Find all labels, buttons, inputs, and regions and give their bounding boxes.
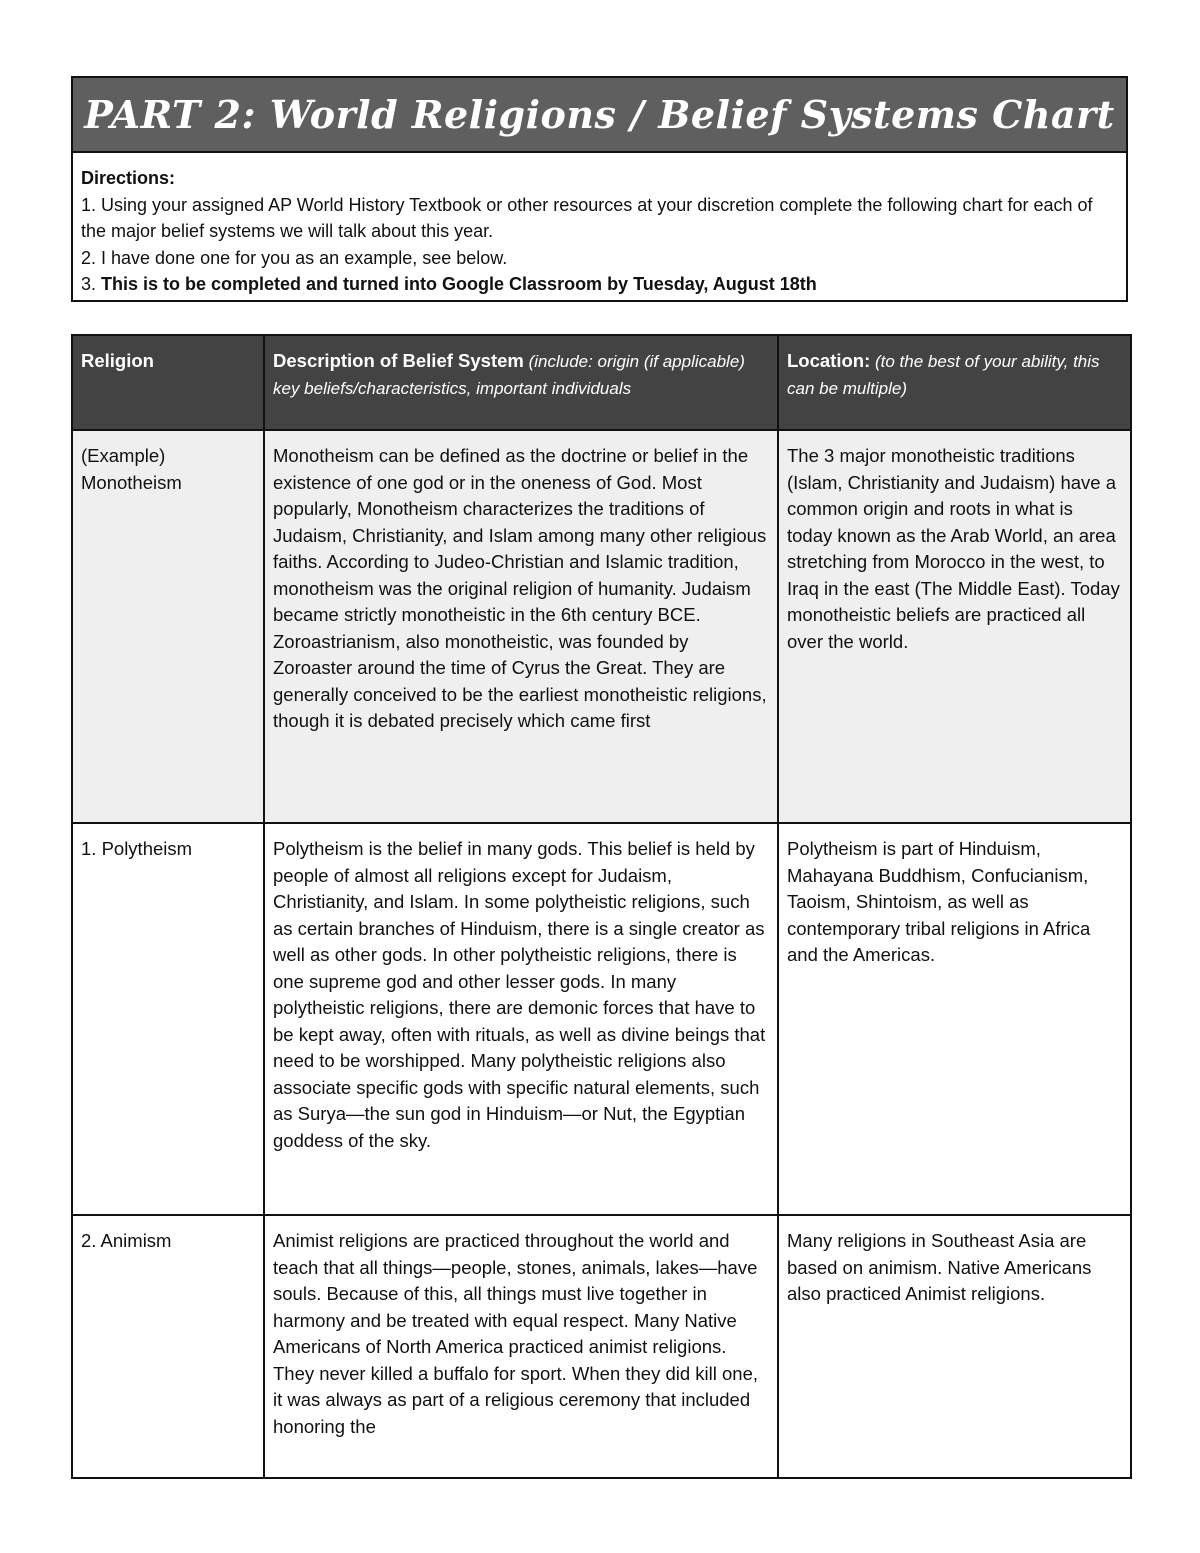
cell-location: The 3 major monotheistic traditions (Islam, Christianity and Judaism) have a common origin and roots in what is today known as the Arab World, an area stretching from Morocco in the west, to Iraq in the east (The Middle East). Today monotheistic beliefs are practiced all over the world. — [778, 430, 1131, 823]
header-location-label: Location: — [787, 350, 871, 371]
directions — [73, 153, 1126, 298]
cell-location: Many religions in Southeast Asia are based on animism. Native Americans also practiced Animist religions. — [778, 1215, 1131, 1478]
table-header-row — [72, 335, 1131, 430]
directions-item-3-deadline: This is to be completed and turned into Google Classroom by Tuesday, August 18th — [101, 274, 817, 294]
directions-item-3-prefix: 3. — [81, 274, 102, 294]
header-box — [71, 76, 1128, 302]
header-description-label: Description of Belief System — [273, 350, 524, 371]
cell-religion: 1. Polytheism — [72, 823, 264, 1215]
header-location-note: (to the best of your ability, this can be multiple) — [787, 352, 1100, 398]
directions-label: Directions: — [81, 168, 176, 188]
cell-religion: (Example) Monotheism — [72, 430, 264, 823]
header-location — [778, 335, 1131, 430]
cell-description: Polytheism is the belief in many gods. This belief is held by people of almost all religions except for Judaism, Christianity, and Islam. In some polytheistic religions, such as certain branches of Hinduism, there is a single creator as well as other gods. In other polytheistic religions, there is one supreme god and other lesser gods. In many polytheistic religions, there are demonic forces that have to be kept away, often with rituals, as well as divine beings that need to be worshipped. Many polytheistic religions also associate specific gods with specific natural elements, such as Surya—the sun god in Hinduism—or Nut, the Egyptian goddess of the sky. — [264, 823, 778, 1215]
header-description — [264, 335, 778, 430]
header-description-note: (include: origin (if applicable) key beliefs/characteristics, important individuals — [273, 352, 745, 398]
cell-religion: 2. Animism — [72, 1215, 264, 1478]
table-row — [72, 1215, 1131, 1478]
table-row — [72, 430, 1131, 823]
cell-location: Polytheism is part of Hinduism, Mahayana Buddhism, Confucianism, Taoism, Shintoism, as well as contemporary tribal religions in Africa and the Americas. — [778, 823, 1131, 1215]
page-title: PART 2: World Religions / Belief Systems Chart — [84, 92, 1115, 137]
belief-systems-table — [71, 334, 1132, 1479]
cell-description: Monotheism can be defined as the doctrine or belief in the existence of one god or in the oneness of God. Most popularly, Monotheism characterizes the traditions of Judaism, Christianity, and Islam among many other religious faiths. According to Judeo-Christian and Islamic tradition, monotheism was the original religion of humanity. Judaism became strictly monotheistic in the 6th century BCE. Zoroastrianism, also monotheistic, was founded by Zoroaster around the time of Cyrus the Great. They are generally conceived to be the earliest monotheistic religions, though it is debated precisely which came first — [264, 430, 778, 823]
directions-item-3 — [81, 271, 1118, 298]
header-religion-label: Religion — [81, 350, 154, 371]
directions-item-2: 2. I have done one for you as an example, see below. — [81, 247, 508, 268]
directions-item-1: 1. Using your assigned AP World History Textbook or other resources at your discretion complete the following chart for each of the major belief systems we will talk about this year. — [81, 194, 1093, 241]
header-religion — [72, 335, 264, 430]
table-row — [72, 823, 1131, 1215]
title-bar — [73, 78, 1126, 153]
cell-description: Animist religions are practiced throughout the world and teach that all things—people, stones, animals, lakes—have souls. Because of this, all things must live together in harmony and be treated with equal respect. Many Native Americans of North America practiced animist religions. They never killed a buffalo for sport. When they did kill one, it was always as part of a religious ceremony that included honoring the — [264, 1215, 778, 1478]
